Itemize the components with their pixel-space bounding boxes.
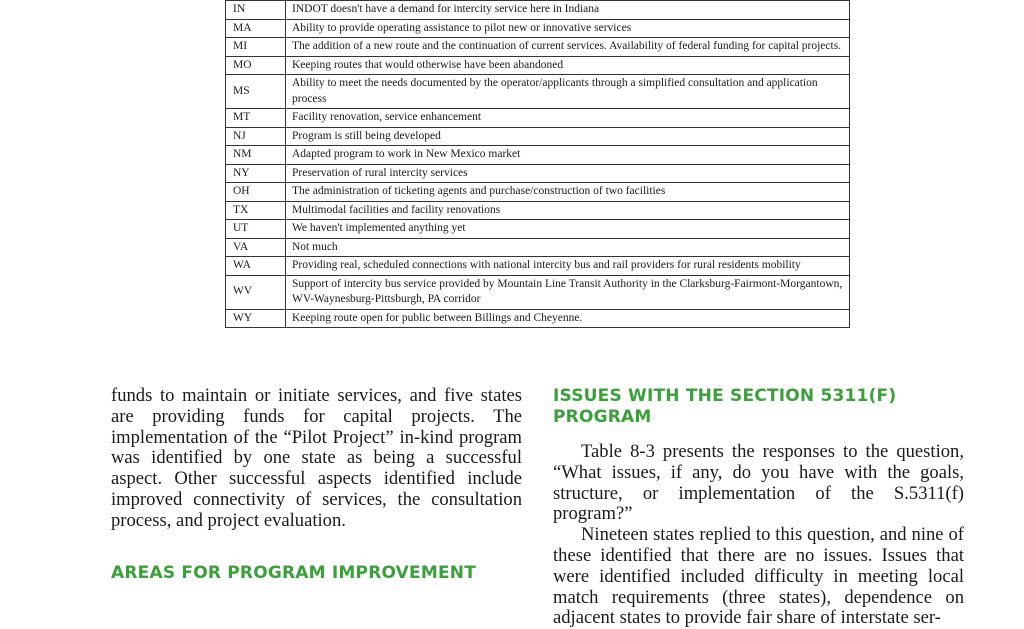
response-cell: Facility renovation, service enhancement bbox=[286, 109, 850, 128]
table-row bbox=[226, 19, 850, 38]
areas-for-improvement-heading: AREAS FOR PROGRAM IMPROVEMENT bbox=[111, 562, 476, 583]
response-cell: Multimodal facilities and facility renovations bbox=[286, 201, 850, 220]
table-row bbox=[226, 309, 850, 328]
state-code-cell: WV bbox=[226, 275, 286, 309]
state-code-cell: NY bbox=[226, 164, 286, 183]
left-column bbox=[111, 386, 522, 584]
issues-heading: ISSUES WITH THE SECTION 5311(F) PROGRAM bbox=[553, 386, 897, 427]
table-row bbox=[226, 127, 850, 146]
state-code-cell: WY bbox=[226, 309, 286, 328]
state-code-cell: MO bbox=[226, 56, 286, 75]
state-code-cell: OH bbox=[226, 183, 286, 202]
table-row bbox=[226, 238, 850, 257]
state-code-cell: TX bbox=[226, 201, 286, 220]
right-column bbox=[553, 386, 964, 629]
response-cell: Adapted program to work in New Mexico market bbox=[286, 146, 850, 165]
state-code-cell: MT bbox=[226, 109, 286, 128]
state-code-cell: WA bbox=[226, 257, 286, 276]
table-row bbox=[226, 38, 850, 57]
state-code-cell: NM bbox=[226, 146, 286, 165]
state-code-cell: VA bbox=[226, 238, 286, 257]
state-code-cell: UT bbox=[226, 220, 286, 239]
response-cell: Support of intercity bus service provided by Mountain Line Transit Authority in the Clarksburg-Fairmont-Morgantown, WV-Waynesburg-Pittsburgh, PA corridor bbox=[286, 275, 850, 309]
response-cell: We haven't implemented anything yet bbox=[286, 220, 850, 239]
response-cell: Not much bbox=[286, 238, 850, 257]
state-code-cell: MI bbox=[226, 38, 286, 57]
response-cell: The administration of ticketing agents and purchase/construction of two facilities bbox=[286, 183, 850, 202]
response-cell: Ability to provide operating assistance to pilot new or innovative services bbox=[286, 19, 850, 38]
table-row bbox=[226, 75, 850, 109]
response-cell: Providing real, scheduled connections with national intercity bus and rail providers for rural residents mobility bbox=[286, 257, 850, 276]
response-cell: Keeping routes that would otherwise have been abandoned bbox=[286, 56, 850, 75]
state-code-cell: MS bbox=[226, 75, 286, 109]
table-row bbox=[226, 201, 850, 220]
response-cell: Preservation of rural intercity services bbox=[286, 164, 850, 183]
right-paragraph-1: Table 8-3 presents the responses to the question, “What issues, if any, do you have with the goals, structure, or implementation of the S.5311(f) program?” bbox=[553, 441, 964, 525]
state-code-cell: MA bbox=[226, 19, 286, 38]
table-row bbox=[226, 1, 850, 20]
state-code-cell: IN bbox=[226, 1, 286, 20]
state-code-cell: NJ bbox=[226, 127, 286, 146]
response-cell: INDOT doesn't have a demand for intercity service here in Indiana bbox=[286, 1, 850, 20]
table-body bbox=[226, 1, 850, 328]
right-paragraph-2: Nineteen states replied to this question, and nine of these identified that there are no issues. Issues that were identified included difficulty in meeting local match requirements (three states), dependence on adjacent states to provide fair share of interstate ser- bbox=[553, 524, 964, 629]
response-cell: The addition of a new route and the continuation of current services. Availability of federal funding for capital projects. bbox=[286, 38, 850, 57]
response-cell: Program is still being developed bbox=[286, 127, 850, 146]
response-cell: Keeping route open for public between Billings and Cheyenne. bbox=[286, 309, 850, 328]
table-row bbox=[226, 183, 850, 202]
table-row bbox=[226, 275, 850, 309]
response-cell: Ability to meet the needs documented by the operator/applicants through a simplified consultation and application process bbox=[286, 75, 850, 109]
table-row bbox=[226, 257, 850, 276]
table-row bbox=[226, 56, 850, 75]
table-row bbox=[226, 109, 850, 128]
table-row bbox=[226, 220, 850, 239]
table-row bbox=[226, 164, 850, 183]
state-responses-table bbox=[225, 0, 850, 328]
left-paragraph: funds to maintain or initiate services, and five states are providing funds for capital projects. The implementation of the “Pilot Project” in-kind program was identified by one state as being a successful aspect. Other successful aspects identified include improved connectivity of services, the consultation process, and project evaluation. bbox=[111, 385, 522, 531]
table-row bbox=[226, 146, 850, 165]
